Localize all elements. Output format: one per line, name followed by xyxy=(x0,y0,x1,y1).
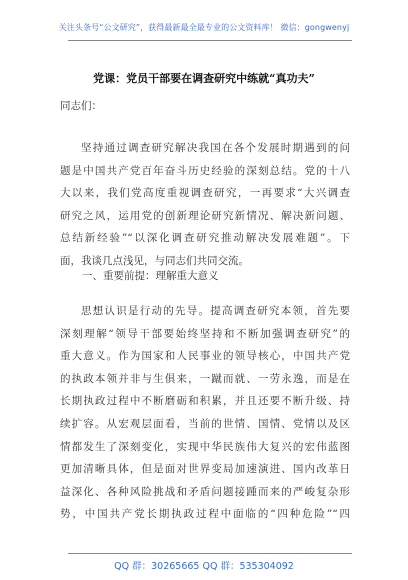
paragraph-intro xyxy=(60,137,350,273)
paragraph-line: 总结新经验”“以深化调查研究推动解决发展难题”。下 xyxy=(60,232,350,245)
paragraph-line: 坚持通过调查研究解决我国在各个发展时期遇到的问 xyxy=(81,142,350,154)
paragraph-line: 深刻理解“领导干部要始终坚持和不断加强调查研究”的 xyxy=(60,327,350,340)
paragraph-line: 更加清晰具体，但是面对世界变局加速演进、国内改革日 xyxy=(60,463,350,476)
document-title: 党课：党员干部要在调查研究中练就“真功夫” xyxy=(93,72,315,85)
paragraph-line: 重大意义。作为国家和人民事业的领导核心，中国共产党 xyxy=(60,350,350,363)
paragraph-line: 势，中国共产党长期执政过程中面临的“四种危险”“四 xyxy=(60,508,350,521)
paragraph-line: 研究之风，运用党的创新理论研究新情况、解决新问题、 xyxy=(60,209,350,222)
paragraph-line: 题是中国共产党百年奋斗历史经验的深刻总结。党的十八 xyxy=(60,164,350,177)
paragraph-line: 长期执政过程中不断磨砺和积累，并且还要不断升级、持 xyxy=(60,395,350,408)
paragraph-line: 面，我谈几点浅见，与同志们共同交流。 xyxy=(60,254,249,267)
header-promo-text: 关注头条号“公文研究”，获得最新最全最专业的公文资料库！ 微信：gongwenyj xyxy=(58,23,350,32)
paragraph-line: 益深化、各种风险挑战和矛盾问题接踵而来的严峻复杂形 xyxy=(60,485,350,498)
paragraph-line: 情都发生了深刻变化，实现中华民族伟大复兴的宏伟蓝图 xyxy=(60,440,350,453)
paragraph-line: 续扩容。从宏观层面看，当前的世情、国情、党情以及区 xyxy=(60,417,350,430)
header-divider xyxy=(68,40,352,41)
paragraph-significance xyxy=(60,300,350,526)
section-heading: 一、重要前提：理解重大意义 xyxy=(82,270,219,282)
paragraph-line: 的执政本领并非与生俱来，一蹴而就、一劳永逸，而是在 xyxy=(60,372,350,385)
greeting-line: 同志们： xyxy=(60,100,102,112)
footer-divider xyxy=(68,553,352,554)
paragraph-line: 大以来，我们党高度重视调查研究，一再要求“大兴调查 xyxy=(60,187,350,200)
paragraph-line: 思想认识是行动的先导。提高调查研究本领，首先要 xyxy=(81,305,350,317)
footer-qq-groups: QQ 群：30265665 QQ 群：535304092 xyxy=(114,561,294,572)
